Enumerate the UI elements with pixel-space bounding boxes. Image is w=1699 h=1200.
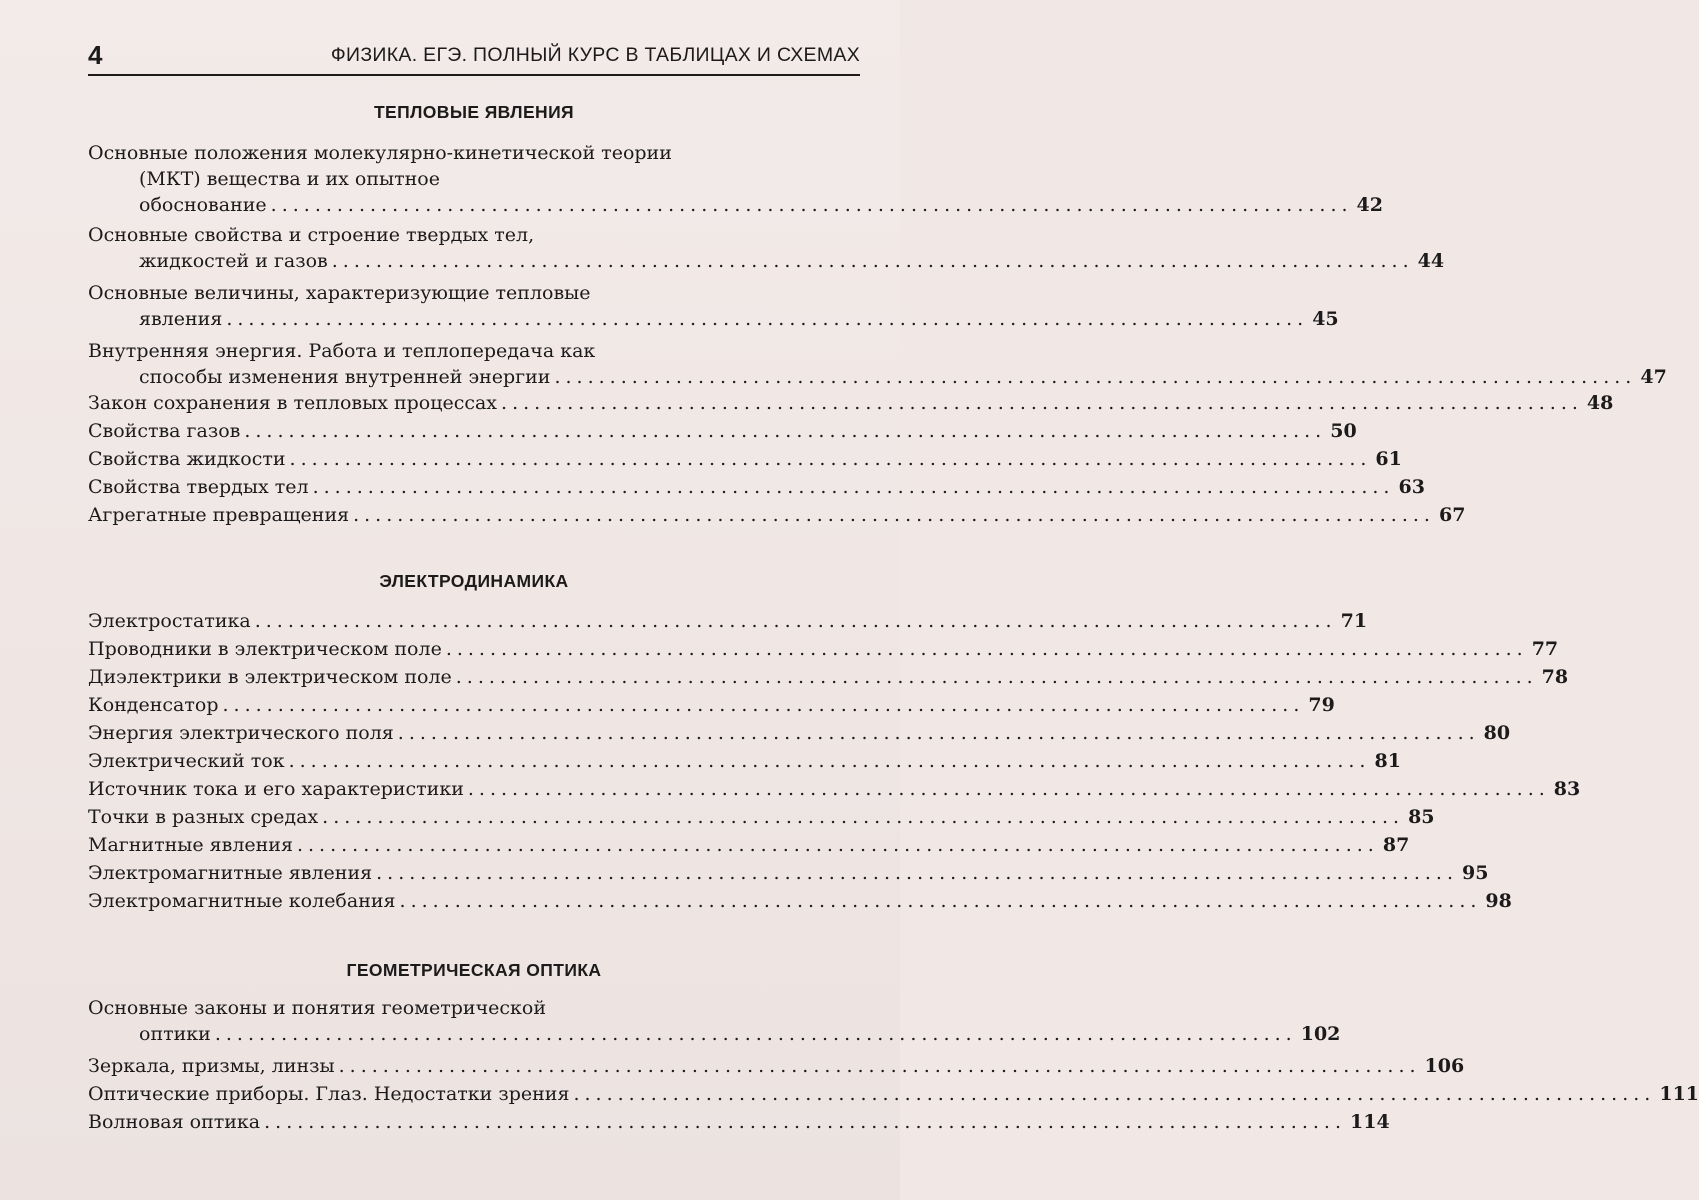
toc-entry[interactable] — [88, 474, 1425, 500]
page-ref: 61 — [1375, 448, 1402, 470]
entry-last-line — [88, 860, 1489, 886]
page-ref: 44 — [1417, 250, 1445, 272]
toc-entry[interactable] — [88, 502, 1466, 528]
entry-last-line — [88, 1081, 1699, 1107]
toc-entry[interactable] — [88, 608, 1368, 634]
entry-title: Свойства твердых тел — [88, 476, 309, 498]
toc-entry[interactable] — [88, 1081, 1699, 1107]
page-ref: 102 — [1300, 1023, 1341, 1045]
toc-entry[interactable] — [88, 636, 1559, 662]
entry-title: Конденсатор — [88, 694, 219, 716]
leader-dots: .................................................................................................. — [338, 1055, 1421, 1077]
entry-last-line — [88, 502, 1466, 528]
entry-title: Закон сохранения в тепловых процессах — [88, 392, 498, 414]
entry-title: Электромагнитные явления — [88, 862, 373, 884]
leader-dots: .................................................................................................. — [467, 778, 1550, 800]
leader-dots: .................................................................................................. — [214, 1023, 1297, 1045]
entry-last-line — [88, 418, 1357, 444]
leader-dots: .................................................................................................. — [397, 722, 1480, 744]
entry-last-line — [88, 720, 1511, 746]
toc-entry[interactable] — [88, 1053, 1465, 1079]
entry-last-line — [88, 1021, 1341, 1047]
page-ref: 48 — [1586, 392, 1614, 414]
page-ref: 42 — [1356, 194, 1383, 216]
page-ref: 79 — [1308, 694, 1335, 716]
entry-last-line — [88, 748, 1401, 774]
entry-title: Диэлектрики в электрическом поле — [88, 666, 452, 688]
entry-last-line — [88, 608, 1368, 634]
page-ref: 67 — [1438, 504, 1466, 526]
toc-entry[interactable] — [88, 280, 1339, 332]
entry-title: Электростатика — [88, 610, 251, 632]
entry-last-line — [88, 248, 1445, 274]
entry-last-line — [88, 692, 1335, 718]
entry-last-line — [88, 306, 1339, 332]
page-ref: 77 — [1531, 638, 1559, 660]
leader-dots: .................................................................................................. — [376, 862, 1459, 884]
entry-title: Свойства жидкости — [88, 448, 286, 470]
page-header — [88, 40, 860, 76]
section-heading-thermal: ТЕПЛОВЫЕ ЯВЛЕНИЯ — [373, 102, 575, 122]
toc-entry[interactable] — [88, 832, 1410, 858]
entry-last-line — [88, 192, 1383, 218]
entry-title-line: обоснование — [139, 194, 267, 216]
leader-dots: .................................................................................................. — [554, 366, 1637, 388]
leader-dots: .................................................................................................. — [501, 392, 1583, 414]
entry-title-line: Внутренняя энергия. Работа и теплопередача как — [88, 340, 596, 362]
entry-title: Волновая оптика — [88, 1111, 261, 1133]
entry-title-line: способы изменения внутренней энергии — [139, 366, 551, 388]
page-number: 4 — [88, 40, 103, 70]
page-ref: 95 — [1462, 862, 1489, 884]
entry-title: Оптические приборы. Глаз. Недостатки зрения — [88, 1083, 570, 1105]
leader-dots: .................................................................................................. — [573, 1083, 1656, 1105]
leader-dots: .................................................................................................. — [445, 638, 1528, 660]
leader-dots: .................................................................................................. — [312, 476, 1395, 498]
page-ref: 98 — [1485, 890, 1512, 912]
entry-title: Агрегатные превращения — [88, 504, 350, 526]
entry-last-line — [88, 390, 1614, 416]
page-ref: 111 — [1659, 1083, 1699, 1105]
toc-entry[interactable] — [88, 222, 1445, 274]
toc-entry[interactable] — [88, 664, 1569, 690]
toc-entry[interactable] — [88, 1109, 1390, 1135]
leader-dots: .................................................................................................. — [222, 694, 1305, 716]
entry-title-line: оптики — [139, 1023, 211, 1045]
entry-last-line — [88, 636, 1559, 662]
section-heading-electrodynamics: ЭЛЕКТРОДИНАМИКА — [379, 571, 569, 591]
entry-title: Зеркала, призмы, линзы — [88, 1055, 335, 1077]
toc-entry[interactable] — [88, 390, 1614, 416]
entry-last-line — [88, 446, 1402, 472]
page-ref: 80 — [1483, 722, 1511, 744]
entry-title: Точки в разных средах — [88, 806, 319, 828]
entry-last-line — [88, 364, 1667, 390]
entry-title-line: Основные свойства и строение твердых тел, — [88, 224, 535, 246]
leader-dots: .................................................................................................. — [399, 890, 1482, 912]
entry-last-line — [88, 1053, 1465, 1079]
page-ref: 47 — [1640, 366, 1667, 388]
page-ref: 85 — [1408, 806, 1435, 828]
toc-entry[interactable] — [88, 418, 1357, 444]
toc-entry[interactable] — [88, 776, 1581, 802]
leader-dots: .................................................................................................. — [322, 806, 1405, 828]
leader-dots: .................................................................................................. — [264, 1111, 1346, 1133]
leader-dots: .................................................................................................. — [296, 834, 1379, 856]
entry-last-line — [88, 832, 1410, 858]
leader-dots: .................................................................................................. — [455, 666, 1538, 688]
entry-title: Электрический ток — [88, 750, 285, 772]
entry-title: Проводники в электрическом поле — [88, 638, 442, 660]
leader-dots: .................................................................................................. — [254, 610, 1337, 632]
leader-dots: .................................................................................................. — [226, 308, 1309, 330]
entry-title: Свойства газов — [88, 420, 241, 442]
page-ref: 50 — [1330, 420, 1357, 442]
leader-dots: .................................................................................................. — [331, 250, 1414, 272]
toc-entry[interactable] — [88, 446, 1402, 472]
entry-title-line: Основные положения молекулярно-кинетической теории — [88, 142, 672, 164]
toc-entry[interactable] — [88, 888, 1512, 914]
entry-last-line — [88, 474, 1425, 500]
book-title: ФИЗИКА. ЕГЭ. ПОЛНЫЙ КУРС В ТАБЛИЦАХ И СХЕМАХ — [330, 44, 860, 66]
toc-entry[interactable] — [88, 804, 1435, 830]
entry-title: Источник тока и его характеристики — [88, 778, 464, 800]
entry-title-line: явления — [139, 308, 223, 330]
toc-entry[interactable] — [88, 748, 1401, 774]
entry-title-line: Основные законы и понятия геометрической — [88, 997, 546, 1019]
page-ref: 78 — [1541, 666, 1569, 688]
toc-entry[interactable] — [88, 338, 1667, 390]
entry-title-line: (МКТ) вещества и их опытное — [139, 168, 440, 190]
toc-entry[interactable] — [88, 140, 1383, 218]
toc-entry[interactable] — [88, 860, 1489, 886]
entry-title-line: жидкостей и газов — [139, 250, 328, 272]
leader-dots: .................................................................................................. — [288, 750, 1371, 772]
entry-last-line — [88, 888, 1512, 914]
page-ref: 45 — [1312, 308, 1339, 330]
entry-title-line: Основные величины, характеризующие тепловые — [88, 282, 591, 304]
leader-dots: .................................................................................................. — [270, 194, 1353, 216]
page-ref: 83 — [1553, 778, 1581, 800]
entry-title: Электромагнитные колебания — [88, 890, 396, 912]
entry-last-line — [88, 1109, 1390, 1135]
page-ref: 71 — [1340, 610, 1368, 632]
leader-dots: .................................................................................................. — [289, 448, 1372, 470]
page-ref: 114 — [1350, 1111, 1390, 1133]
page-ref: 87 — [1382, 834, 1410, 856]
toc-entry[interactable] — [88, 692, 1335, 718]
toc-entry[interactable] — [88, 995, 1341, 1047]
page-ref: 106 — [1424, 1055, 1465, 1077]
leader-dots: .................................................................................................. — [244, 420, 1327, 442]
entry-last-line — [88, 664, 1569, 690]
entry-title: Магнитные явления — [88, 834, 293, 856]
toc-entry[interactable] — [88, 720, 1511, 746]
page-ref: 81 — [1374, 750, 1401, 772]
entry-last-line — [88, 804, 1435, 830]
section-heading-optics: ГЕОМЕТРИЧЕСКАЯ ОПТИКА — [346, 960, 602, 980]
page-ref: 63 — [1398, 476, 1425, 498]
leader-dots: .................................................................................................. — [353, 504, 1435, 526]
entry-title: Энергия электрического поля — [88, 722, 394, 744]
entry-last-line — [88, 776, 1581, 802]
